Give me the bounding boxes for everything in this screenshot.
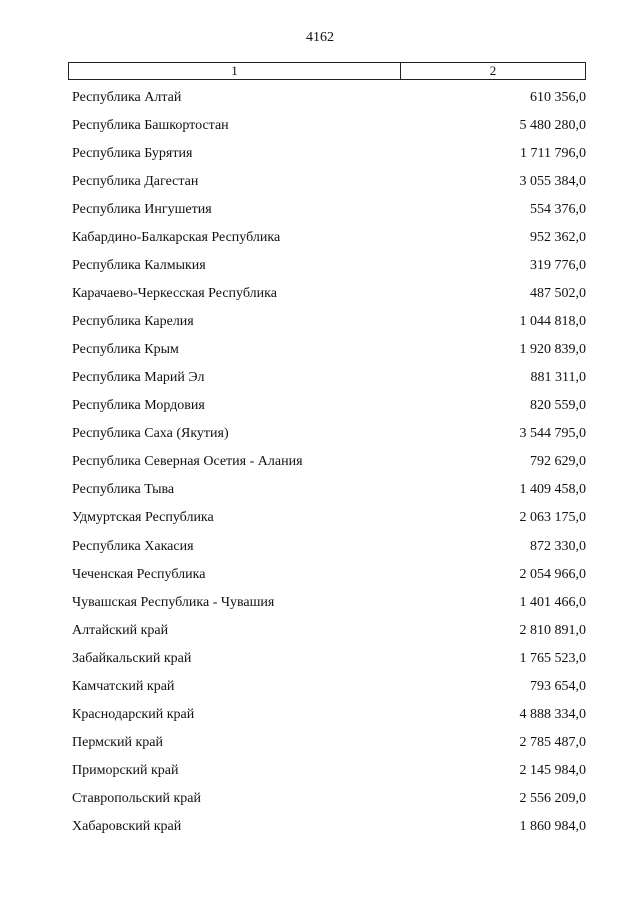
region-value: 1 765 523,0: [519, 650, 586, 666]
table-row: [72, 617, 586, 645]
region-value: 3 055 384,0: [519, 174, 586, 190]
region-value: 2 145 984,0: [519, 762, 586, 778]
table-row: [72, 280, 586, 308]
region-name: Республика Башкортостан: [72, 118, 229, 134]
table-row: [72, 112, 586, 140]
column-header-2: 2: [489, 63, 497, 78]
table-row: [72, 420, 586, 448]
table-row: [72, 785, 586, 813]
region-name: Краснодарский край: [72, 706, 195, 722]
region-value: 2 054 966,0: [519, 566, 586, 582]
region-name: Республика Марий Эл: [72, 370, 205, 386]
region-name: Пермский край: [72, 734, 163, 750]
region-value: 487 502,0: [530, 286, 586, 302]
region-name: Республика Мордовия: [72, 398, 205, 414]
region-name: Республика Карелия: [72, 314, 194, 330]
region-value: 1 711 796,0: [520, 146, 586, 162]
region-name: Удмуртская Республика: [72, 510, 214, 526]
table-row: [72, 140, 586, 168]
region-value: 554 376,0: [530, 202, 586, 218]
region-value: 1 044 818,0: [519, 314, 586, 330]
table-row: [72, 336, 586, 364]
region-value: 2 785 487,0: [519, 734, 586, 750]
table-row: [72, 364, 586, 392]
region-value: 2 063 175,0: [519, 510, 586, 526]
region-value: 2 810 891,0: [519, 622, 586, 638]
table-row: [72, 561, 586, 589]
table-row: [72, 701, 586, 729]
region-name: Республика Дагестан: [72, 174, 199, 190]
region-value: 1 409 458,0: [519, 482, 586, 498]
region-value: 610 356,0: [530, 90, 586, 106]
table-row: [72, 589, 586, 617]
region-value: 952 362,0: [530, 230, 586, 246]
region-value: 319 776,0: [530, 258, 586, 274]
column-header-1: 1: [69, 63, 401, 79]
region-name: Чеченская Республика: [72, 566, 206, 582]
table-row: [72, 224, 586, 252]
region-name: Республика Бурятия: [72, 146, 193, 162]
region-name: Республика Калмыкия: [72, 258, 206, 274]
table-row: [72, 392, 586, 420]
region-value: 792 629,0: [530, 454, 586, 470]
region-value: 820 559,0: [530, 398, 586, 414]
region-name: Чувашская Республика - Чувашия: [72, 594, 275, 610]
region-name: Кабардино-Балкарская Республика: [72, 230, 281, 246]
table-row: [72, 673, 586, 701]
table-body: [72, 84, 586, 841]
region-name: Республика Хакасия: [72, 538, 194, 554]
region-name: Алтайский край: [72, 622, 169, 638]
table-row: [72, 84, 586, 112]
region-value: 881 311,0: [530, 370, 586, 386]
table-row: [72, 308, 586, 336]
table-row: [72, 533, 586, 561]
region-value: 3 544 795,0: [519, 426, 586, 442]
table-row: [72, 252, 586, 280]
region-name: Республика Северная Осетия - Алания: [72, 454, 303, 470]
region-name: Республика Саха (Якутия): [72, 426, 229, 442]
region-value: 1 860 984,0: [519, 818, 586, 834]
table-row: [72, 645, 586, 673]
region-value: 1 401 466,0: [519, 594, 586, 610]
table-row: [72, 504, 586, 532]
region-value: 4 888 334,0: [519, 706, 586, 722]
region-name: Республика Ингушетия: [72, 202, 212, 218]
region-value: 1 920 839,0: [519, 342, 586, 358]
region-name: Хабаровский край: [72, 818, 182, 834]
table-row: [72, 813, 586, 841]
region-name: Республика Крым: [72, 342, 179, 358]
region-value: 2 556 209,0: [519, 790, 586, 806]
table-row: [72, 168, 586, 196]
region-name: Забайкальский край: [72, 650, 192, 666]
table-row: [72, 729, 586, 757]
region-name: Камчатский край: [72, 678, 175, 694]
region-name: Ставропольский край: [72, 790, 201, 806]
table-row: [72, 196, 586, 224]
table-row: [72, 757, 586, 785]
table-header: [68, 62, 586, 80]
region-value: 872 330,0: [530, 538, 586, 554]
page-number: 4162: [306, 30, 334, 45]
region-name: Приморский край: [72, 762, 179, 778]
region-name: Карачаево-Черкесская Республика: [72, 286, 277, 302]
region-value: 5 480 280,0: [519, 118, 586, 134]
table-row: [72, 476, 586, 504]
region-name: Республика Алтай: [72, 90, 182, 106]
region-name: Республика Тыва: [72, 482, 175, 498]
region-value: 793 654,0: [530, 678, 586, 694]
table-row: [72, 448, 586, 476]
